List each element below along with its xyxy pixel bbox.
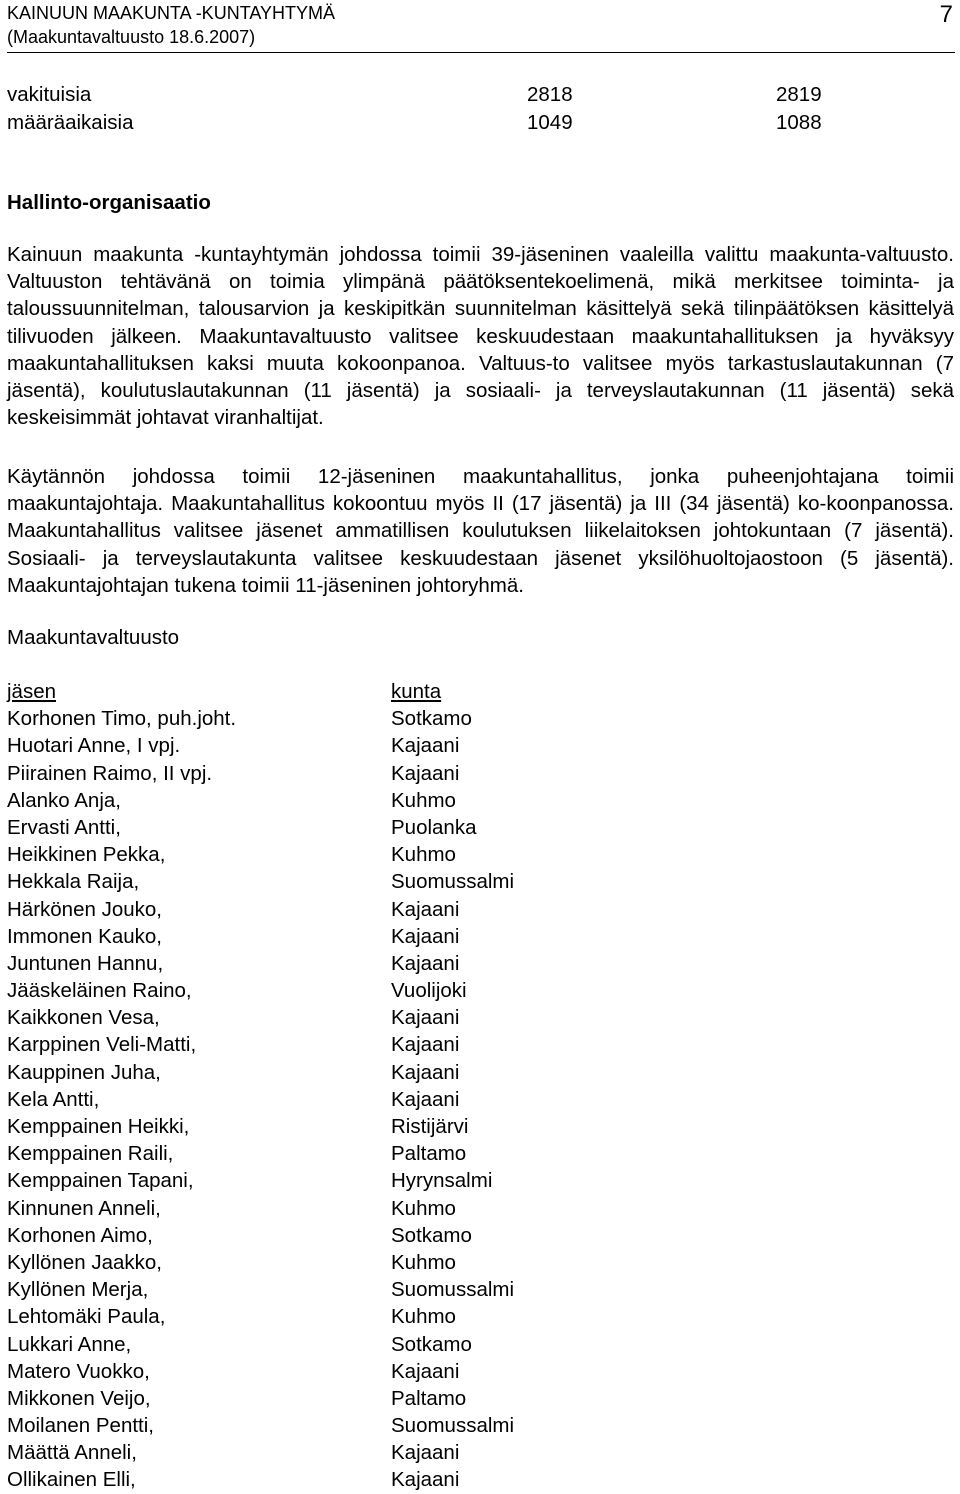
member-municipality: Sotkamo (391, 1332, 472, 1356)
member-municipality: Sotkamo (391, 707, 472, 731)
section-heading: Hallinto-organisaatio (7, 191, 211, 214)
member-row (7, 732, 707, 759)
council-member-list (7, 678, 707, 1494)
member-name: Kinnunen Anneli, (7, 1196, 161, 1220)
member-municipality: Suomussalmi (391, 870, 515, 894)
member-row (7, 1249, 707, 1276)
paragraph-council-duties: Kainuun maakunta -kuntayhtymän johdossa toimii 39-jäseninen vaaleilla valittu maakunta-valtuusto. Valtuuston tehtävänä on toimia ylimpänä päätöksentekoelimenä, mikä merkitsee toiminta- ja taloussuunnitelman, talousarvion ja keskipitkän suunnitelman käsittelyä sekä tilinpäätöksen käsittelyä tilivuoden jälkeen. Maakuntavaltuusto valitsee keskuudestaan maakuntahallituksen ja hyväksyy maakuntahallituksen kaksi muuta kokoonpanoa. Valtuus-to valitsee myös tarkastuslautakunnan (7 jäsentä), koulutuslautakunnan (11 jäsentä) ja sosiaali- ja terveyslautakunnan (11 jäsentä) sekä keskeisimmät johtavat viranhaltijat. (7, 243, 954, 430)
member-municipality: Kajaani (391, 1060, 460, 1084)
member-municipality: Kuhmo (391, 1250, 456, 1274)
column-header-member: jäsen (7, 680, 57, 703)
member-name: Heikkinen Pekka, (7, 843, 166, 867)
member-name: Karppinen Veli-Matti, (7, 1033, 197, 1057)
staff-value-a: 2818 (527, 83, 573, 106)
staff-label: vakituisia (7, 83, 92, 106)
member-municipality: Sotkamo (391, 1223, 472, 1247)
member-list-header (7, 678, 707, 705)
member-name: Ollikainen Elli, (7, 1468, 136, 1492)
member-name: Jääskeläinen Raino, (7, 979, 192, 1003)
member-municipality: Kajaani (391, 897, 460, 921)
member-row (7, 841, 707, 868)
member-name: Kyllönen Jaakko, (7, 1250, 162, 1274)
member-municipality: Kajaani (391, 1359, 460, 1383)
member-name: Korhonen Timo, puh.joht. (7, 707, 237, 731)
member-row (7, 950, 707, 977)
member-municipality: Kajaani (391, 761, 460, 785)
staff-value-a: 1049 (527, 111, 573, 134)
member-row (7, 1113, 707, 1140)
member-municipality: Puolanka (391, 815, 477, 839)
member-row (7, 923, 707, 950)
member-name: Hekkala Raija, (7, 870, 140, 894)
member-name: Piirainen Raimo, II vpj. (7, 761, 213, 785)
member-name: Kauppinen Juha, (7, 1060, 161, 1084)
member-name: Määttä Anneli, (7, 1441, 137, 1465)
member-row (7, 760, 707, 787)
member-row (7, 1412, 707, 1439)
member-row (7, 1222, 707, 1249)
page-header (7, 0, 955, 53)
member-name: Lehtomäki Paula, (7, 1305, 166, 1329)
page-number: 7 (939, 1, 953, 28)
member-row (7, 1086, 707, 1113)
member-municipality: Kuhmo (391, 843, 456, 867)
member-row (7, 1439, 707, 1466)
member-name: Ervasti Antti, (7, 815, 121, 839)
member-municipality: Hyrynsalmi (391, 1169, 493, 1193)
staff-figures (7, 81, 907, 137)
member-row (7, 1167, 707, 1194)
member-row (7, 896, 707, 923)
member-name: Lukkari Anne, (7, 1332, 132, 1356)
member-name: Immonen Kauko, (7, 924, 162, 948)
member-municipality: Paltamo (391, 1142, 467, 1166)
member-municipality: Kajaani (391, 1087, 460, 1111)
member-name: Moilanen Pentti, (7, 1414, 155, 1438)
member-name: Kaikkonen Vesa, (7, 1006, 160, 1030)
member-name: Mikkonen Veijo, (7, 1386, 151, 1410)
member-municipality: Kuhmo (391, 1196, 456, 1220)
council-title: Maakuntavaltuusto (7, 626, 180, 649)
member-row (7, 1195, 707, 1222)
member-row (7, 1466, 707, 1493)
member-row (7, 1004, 707, 1031)
member-row (7, 868, 707, 895)
member-name: Korhonen Aimo, (7, 1223, 153, 1247)
member-row (7, 1385, 707, 1412)
member-municipality: Kajaani (391, 951, 460, 975)
member-name: Kemppainen Tapani, (7, 1169, 194, 1193)
member-name: Kemppainen Heikki, (7, 1115, 190, 1138)
member-name: Huotari Anne, I vpj. (7, 734, 181, 758)
member-name: Härkönen Jouko, (7, 897, 162, 921)
staff-row (7, 81, 907, 109)
member-municipality: Kajaani (391, 1441, 460, 1465)
member-municipality: Kajaani (391, 1006, 460, 1030)
staff-value-b: 1088 (776, 111, 822, 134)
member-row (7, 705, 707, 732)
paragraph-executive-board: Käytännön johdossa toimii 12-jäseninen maakuntahallitus, jonka puheenjohtajana toimii maakuntajohtaja. Maakuntahallitus kokoontuu myös II (17 jäsentä) ja III (34 jäsentä) ko-koonpanossa. Maakuntahallitus valitsee jäsenet ammatillisen koulutuksen liikelaitoksen johtokuntaan (7 jäsentä). Sosiaali- ja terveyslautakunta valitsee keskuudestaan jäsenet yksilöhuoltojaostoon (5 jäsentä). Maakuntajohtajan tukena toimii 11-jäseninen johtoryhmä. (7, 465, 954, 597)
member-name: Kemppainen Raili, (7, 1142, 174, 1166)
member-row (7, 814, 707, 841)
meeting-reference: (Maakuntavaltuusto 18.6.2007) (7, 27, 256, 47)
staff-row (7, 109, 907, 137)
member-row (7, 1140, 707, 1167)
member-row (7, 1358, 707, 1385)
member-municipality: Vuolijoki (391, 979, 467, 1003)
member-name: Kela Antti, (7, 1087, 100, 1111)
member-municipality: Ristijärvi (391, 1115, 469, 1138)
organization-name: KAINUUN MAAKUNTA -KUNTAYHTYMÄ (7, 3, 336, 23)
member-row (7, 1331, 707, 1358)
member-row (7, 1276, 707, 1303)
member-municipality: Kuhmo (391, 1305, 456, 1329)
member-municipality: Kajaani (391, 924, 460, 948)
member-municipality: Kajaani (391, 1468, 460, 1492)
member-row (7, 787, 707, 814)
column-header-municipality: kunta (391, 680, 442, 703)
member-municipality: Paltamo (391, 1386, 467, 1410)
member-name: Alanko Anja, (7, 788, 121, 812)
member-name: Juntunen Hannu, (7, 951, 164, 975)
member-row (7, 1059, 707, 1086)
member-row (7, 977, 707, 1004)
member-municipality: Suomussalmi (391, 1278, 515, 1302)
staff-value-b: 2819 (776, 83, 822, 106)
member-municipality: Kuhmo (391, 788, 456, 812)
member-name: Matero Vuokko, (7, 1359, 150, 1383)
staff-label: määräaikaisia (7, 111, 134, 134)
member-municipality: Suomussalmi (391, 1414, 515, 1438)
member-municipality: Kajaani (391, 734, 460, 758)
member-municipality: Kajaani (391, 1033, 460, 1057)
member-name: Kyllönen Merja, (7, 1278, 149, 1302)
member-row (7, 1303, 707, 1330)
member-row (7, 1031, 707, 1058)
